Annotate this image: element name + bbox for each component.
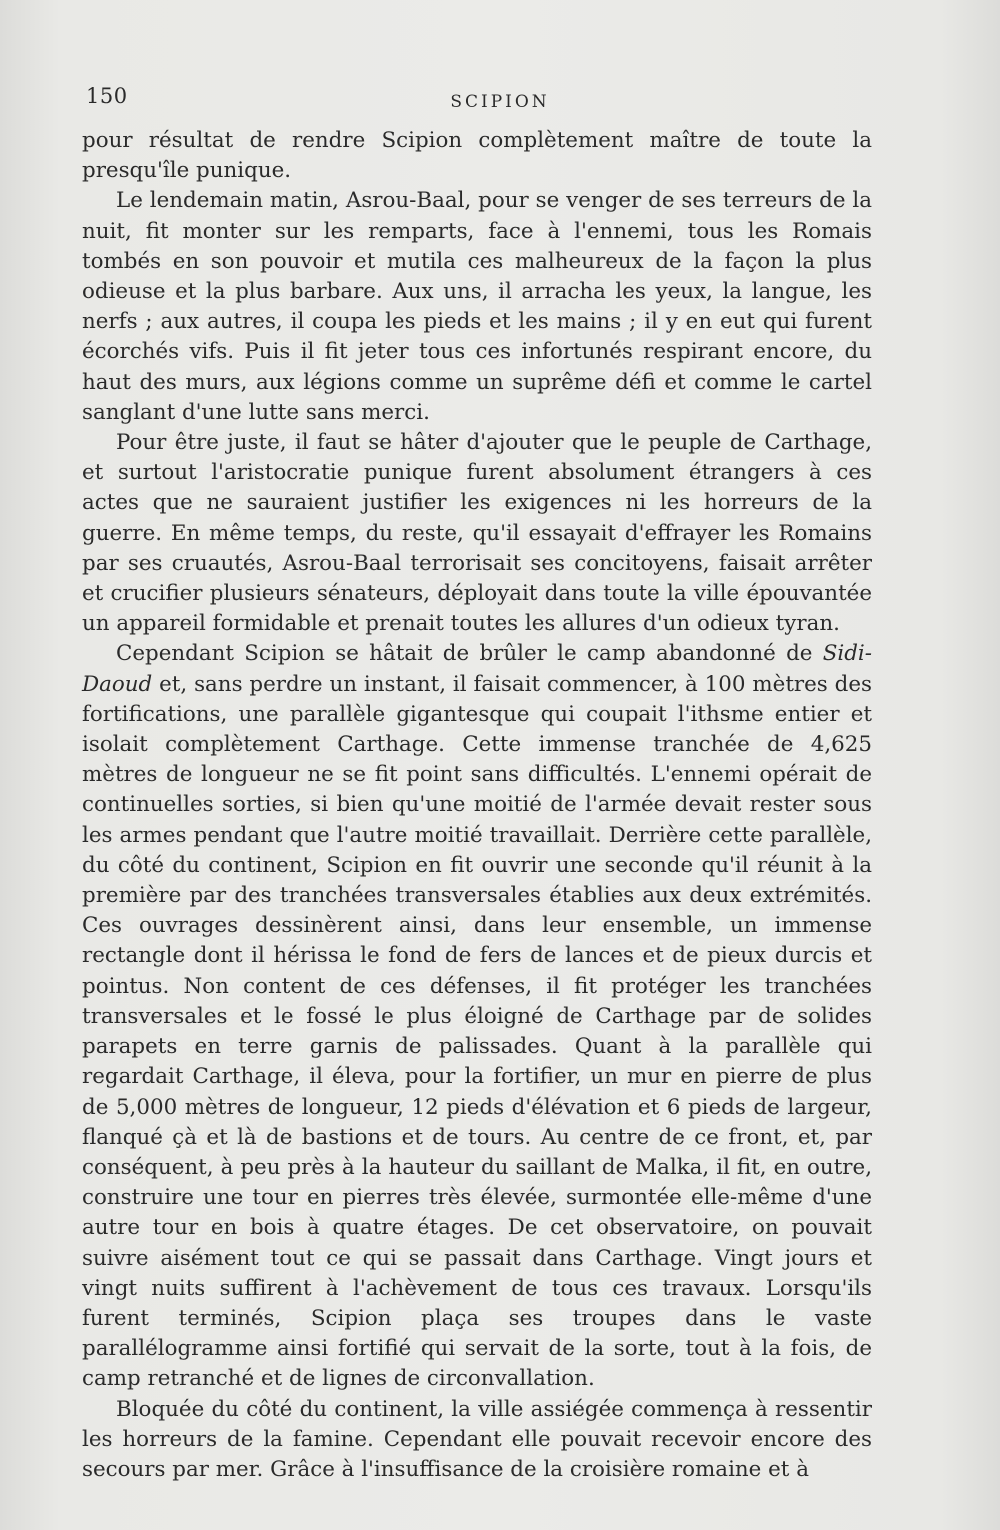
running-title: SCIPION: [450, 92, 550, 112]
paragraph: Bloquée du côté du continent, la ville assiégée commença à ressentir les horreurs de la famine. Cependant elle pouvait recevoir encore des secours par mer. Grâce à l'insuffisance de la croisière romaine et à: [82, 1396, 872, 1482]
paragraph-text: Cependant Scipion se hâtait de brûler le camp abandonné de: [116, 641, 823, 667]
paragraph: Le lendemain matin, Asrou-Baal, pour se venger de ses terreurs de la nuit, fit monter sur les remparts, face à l'ennemi, tous les Romais tombés en son pouvoir et mutila ces malheureux de la façon la plus odieuse et la plus barbare. Aux uns, il arracha les yeux, la langue, les nerfs ; aux autres, il coupa les pieds et les mains ; il y en eut qui furent écorchés vifs. Puis il fit jeter tous ces infortunés respirant encore, du haut des murs, aux légions comme un suprême défi et comme le cartel sanglant d'une lutte sans merci.: [82, 188, 872, 425]
italic-place-name: Sidi-Daoud: [82, 641, 872, 697]
page-number: 150: [86, 84, 128, 108]
body-text: [82, 126, 872, 1485]
paragraph-continued: pour résultat de rendre Scipion complètement maître de toute la presqu'île punique.: [82, 128, 872, 184]
paragraph: Pour être juste, il faut se hâter d'ajouter que le peuple de Carthage, et surtout l'aristocratie punique furent absolument étrangers à ces actes que ne sauraient justifier les exigences ni les horreurs de la guerre. En même temps, du reste, qu'il essayait d'effrayer les Romains par ses cruautés, Asrou-Baal terrorisait ses concitoyens, faisait arrêter et crucifier plusieurs sénateurs, déployait dans toute la ville épouvantée un appareil formidable et prenait toutes les allures d'un odieux tyran.: [82, 430, 872, 637]
paragraph: [82, 639, 872, 1394]
paragraph-text: et, sans perdre un instant, il faisait commencer, à 100 mètres des fortifications, une parallèle gigantesque qui coupait l'ithsme entier et isolait complètement Carthage. Cette immense tranchée de 4,625 mètres de longueur ne se fit point sans difficultés. L'ennemi opérait de continuelles sorties, si bien qu'une moitié de l'armée devait rester sous les armes pendant que l'autre moitié travaillait. Derrière cette parallèle, du côté du continent, Scipion en fit ouvrir une seconde qu'il réunit à la première par des tranchées transversales établies aux deux extrémités. Ces ouvrages dessinèrent ainsi, dans leur ensemble, un immense rectangle dont il hérissa le fond de fers de lances et de pieux durcis et pointus. Non content de ces défenses, il fit protéger les tranchées transversales et le fossé le plus éloigné de Carthage par de solides parapets en terre garnis de palissades. Quant à la parallèle qui regardait Carthage, il éleva, pour la fortifier, un mur en pierre de plus de 5,000 mètres de longueur, 12 pieds d'élévation et 6 pieds de largeur, flanqué çà et là de bastions et de tours. Au centre de ce front, et, par conséquent, à peu près à la hauteur du saillant de Malka, il fit, en outre, construire une tour en pierres très élevée, surmontée elle-même d'une autre tour en bois à quatre étages. De cet observatoire, on pouvait suivre aisément tout ce qui se passait dans Carthage. Vingt jours et vingt nuits suffirent à l'achèvement de tous ces travaux. Lorsqu'ils furent terminés, Scipion plaça ses troupes dans le vaste parallélogramme ainsi fortifié qui servait de la sorte, tout à la fois, de camp retranché et de lignes de circonvallation.: [82, 671, 872, 1392]
